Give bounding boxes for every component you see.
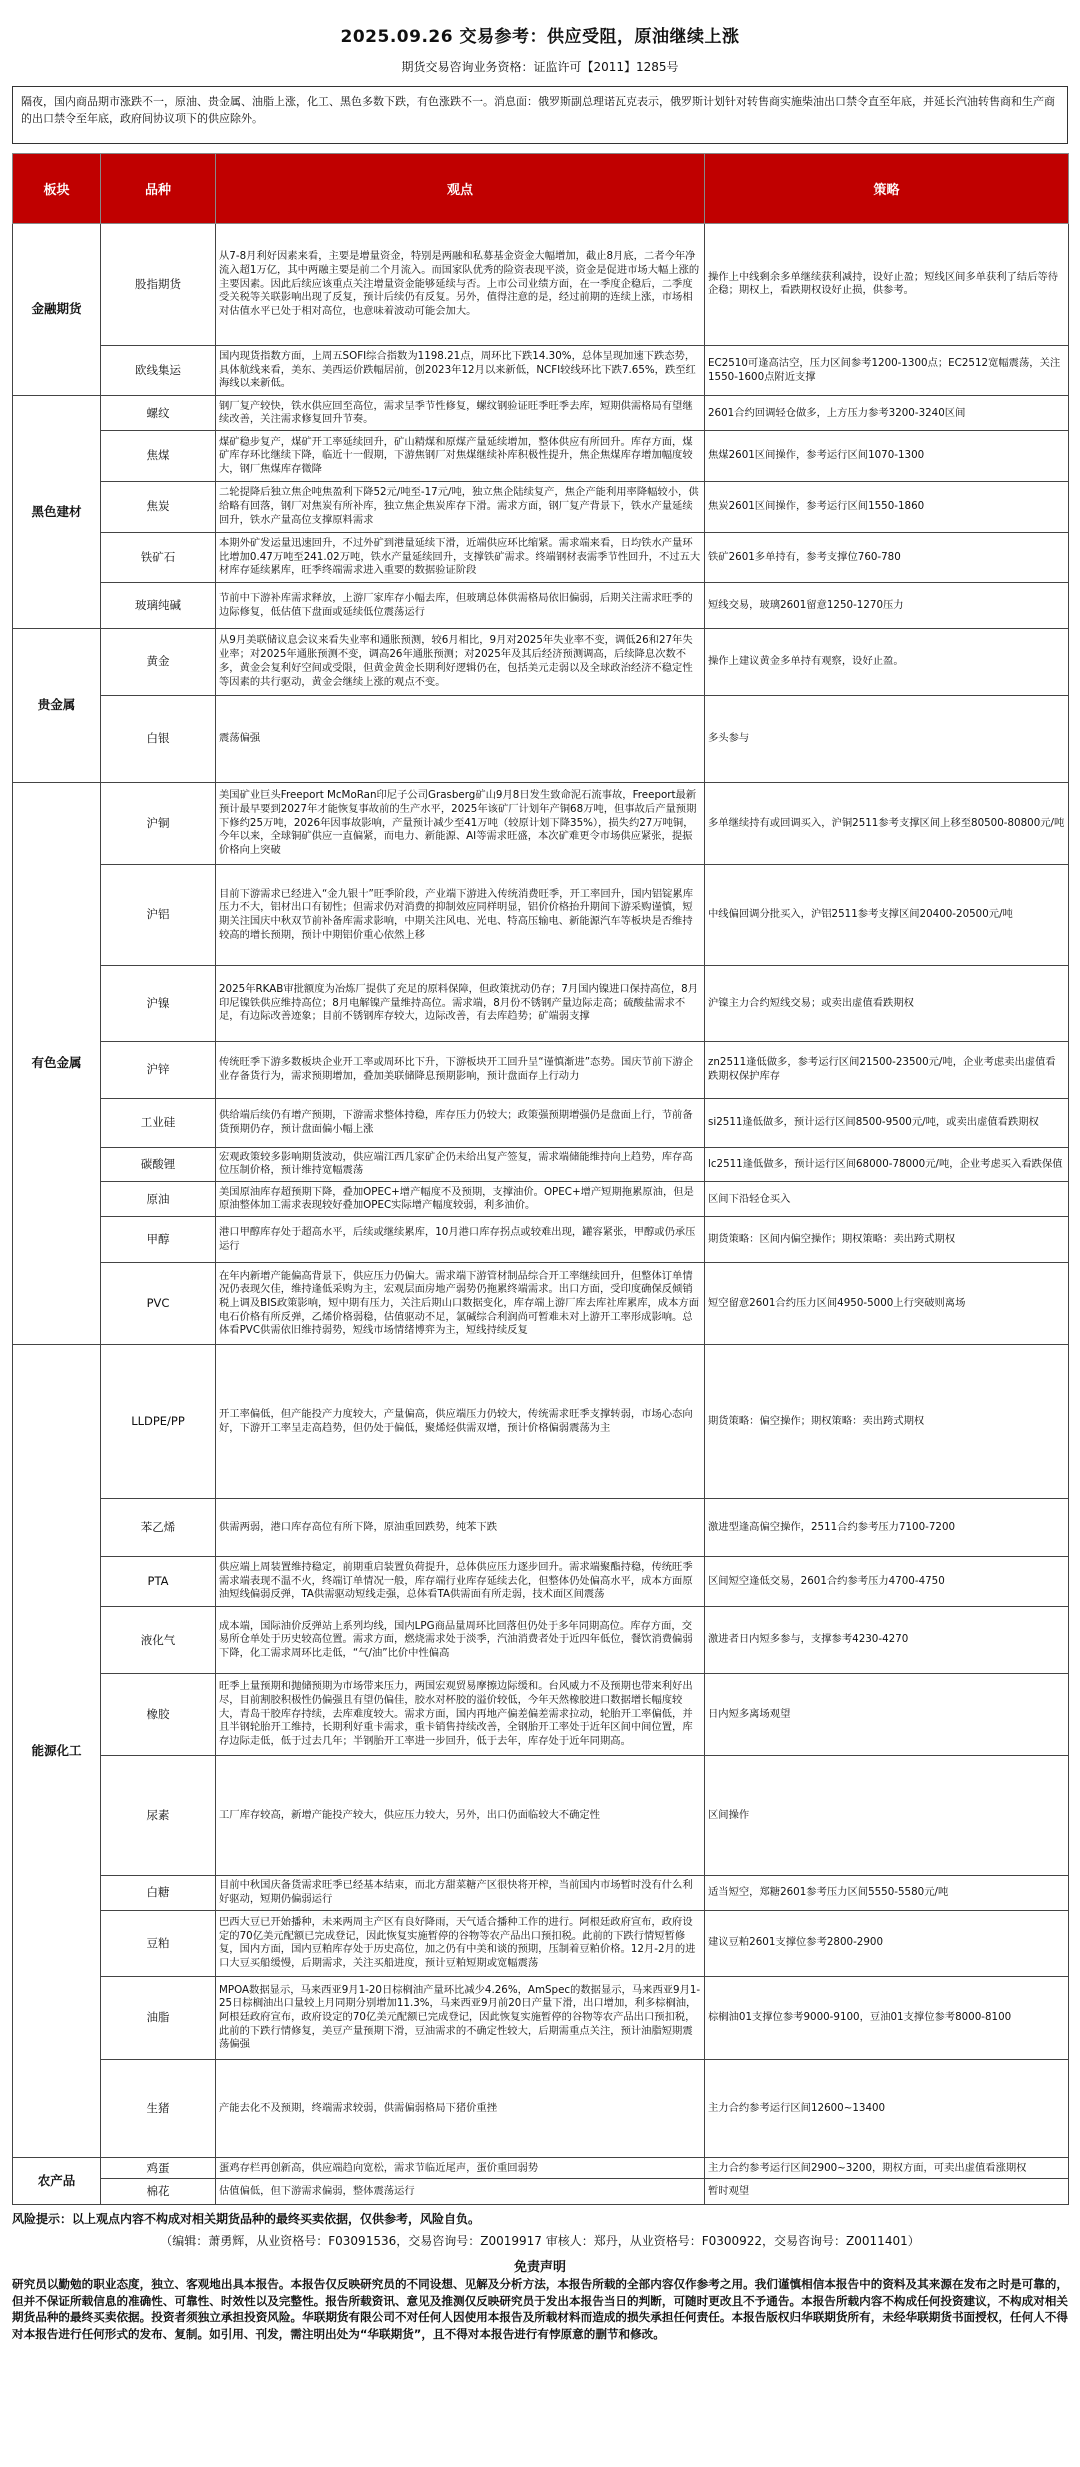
variety-cell: 生猪 — [101, 2059, 216, 2158]
strategy-cell: 操作上建议黄金多单持有观察，设好止盈。 — [705, 629, 1069, 695]
variety-cell: 白糖 — [101, 1875, 216, 1910]
table-row — [13, 1499, 1069, 1556]
table-row — [13, 2059, 1069, 2158]
strategy-cell: 短线交易，玻璃2601留意1250-1270压力 — [705, 583, 1069, 629]
variety-cell: 液化气 — [101, 1607, 216, 1674]
strategy-cell: 铁矿2601多单持有，参考支撑位760-780 — [705, 532, 1069, 583]
view-cell: 传统旺季下游多数板块企业开工率或周环比下升，下游板块开工回升呈“谨慎渐进”态势。国庆节前下游企业存备货行为，需求预期增加，叠加美联储降息预期影响，预计盘面存上行动力 — [216, 1041, 705, 1098]
table-row — [13, 629, 1069, 695]
strategy-cell: 期货策略：区间内偏空操作；期权策略：卖出跨式期权 — [705, 1217, 1069, 1263]
table-row — [13, 1147, 1069, 1182]
risk-warning: 风险提示：以上观点内容不构成对相关期货品种的最终买卖依据，仅供参考，风险自负。 — [12, 2212, 481, 2226]
view-cell: 供给端后续仍有增产预期，下游需求整体持稳，库存压力仍较大；政策强预期增强仍是盘面上行，节前备货预期仍存，预计盘面偏小幅上涨 — [216, 1099, 705, 1147]
table-row — [13, 1099, 1069, 1147]
variety-cell: 沪镍 — [101, 966, 216, 1042]
variety-cell: PTA — [101, 1556, 216, 1607]
view-cell: 美国矿业巨头Freeport McMoRan印尼子公司Grasberg矿山9月8日发生致命泥石流事故，Freeport最新预计最早要到2027年才能恢复事故前的生产水平，2025年该矿厂计划年产铜68万吨，但事故后产量预期下修约25万吨，2026年因事故影响，产量预计减少至41万吨（较原计划下降35%），损失约27万吨铜，今年以来，全球铜矿供应一直偏紧，而电力、新能源、AI等需求旺盛，本次矿难更令市场供应紧张，提振价格向上突破 — [216, 782, 705, 864]
table-row — [13, 1910, 1069, 1976]
strategy-cell: 建议豆粕2601支撑位参考2800-2900 — [705, 1910, 1069, 1976]
variety-cell: 沪铝 — [101, 864, 216, 965]
variety-cell: 油脂 — [101, 1976, 216, 2059]
sector-cell: 贵金属 — [13, 629, 101, 783]
strategy-cell: 2601合约回调轻仓做多，上方压力参考3200-3240区间 — [705, 396, 1069, 431]
variety-cell: 铁矿石 — [101, 532, 216, 583]
table-row — [13, 966, 1069, 1042]
table-row — [13, 1875, 1069, 1910]
strategy-cell: 中线偏回调分批买入，沪铝2511参考支撑区间20400-20500元/吨 — [705, 864, 1069, 965]
table-row — [13, 2179, 1069, 2205]
col-variety: 品种 — [101, 154, 216, 224]
strategy-cell: 激进者日内短多参与，支撑参考4230-4270 — [705, 1607, 1069, 1674]
variety-cell: 原油 — [101, 1182, 216, 1217]
table-row — [13, 583, 1069, 629]
strategy-cell: 短空留意2601合约压力区间4950-5000上行突破则离场 — [705, 1263, 1069, 1345]
table-row — [13, 431, 1069, 482]
variety-cell: 焦炭 — [101, 481, 216, 532]
view-cell: 成本端，国际油价反弹站上系列均线，国内LPG商品量周环比回落但仍处于多年同期高位。库存方面，交易所仓单处于历史较高位置。需求方面，燃烧需求处于淡季，汽油消费者处于近四年低位，餐饮消费偏弱下降，化工需求周环比走低，“气/油”比价中性偏高 — [216, 1607, 705, 1674]
variety-cell: 鸡蛋 — [101, 2158, 216, 2179]
strategy-cell: 沪镍主力合约短线交易；或卖出虚值看跌期权 — [705, 966, 1069, 1042]
variety-cell: 股指期货 — [101, 224, 216, 346]
variety-cell: 苯乙烯 — [101, 1499, 216, 1556]
strategy-cell: 日内短多离场观望 — [705, 1674, 1069, 1756]
view-cell: MPOA数据显示，马来西亚9月1-20日棕榈油产量环比减少4.26%，AmSpec的数据显示，马来西亚9月1-25日棕榈油出口量较上月同期分别增加11.3%，马来西亚9月前20日产量下滑，出口增加，利多棕榈油，阿根廷政府宣布，政府设定的70亿美元配额已完成登记，因此恢复实施暂停的谷物等农产品出口预扣税，此前的下跌行情修复，美豆产量预期下滑，豆油需求的不确定性较大，后期需重点关注，预计油脂短期震荡偏强 — [216, 1976, 705, 2059]
table-row — [13, 1263, 1069, 1345]
table-row — [13, 864, 1069, 965]
view-cell: 目前下游需求已经进入“金九银十”旺季阶段，产业端下游进入传统消费旺季，开工率回升，国内铝锭累库压力不大，铝材出口有韧性；但需求仍对消费的抑制效应同样明显，铝价价格抬升期间下游采购谨慎，短期关注国庆中秋双节前补备库需求影响，中期关注风电、光电、特高压输电、新能源汽车等板块是否维持较高的增长预期，预计中期铝价重心依然上移 — [216, 864, 705, 965]
table-row — [13, 396, 1069, 431]
table-body — [13, 224, 1069, 2205]
table-row — [13, 224, 1069, 346]
table-row — [13, 1756, 1069, 1876]
table-row — [13, 1556, 1069, 1607]
trading-reference-table — [12, 153, 1069, 2205]
variety-cell: 沪铜 — [101, 782, 216, 864]
view-cell: 估值偏低，但下游需求偏弱，整体震荡运行 — [216, 2179, 705, 2205]
variety-cell: 橡胶 — [101, 1674, 216, 1756]
variety-cell: 工业硅 — [101, 1099, 216, 1147]
strategy-cell: lc2511逢低做多，预计运行区间68000-78000元/吨，企业考虑买入看跌保值 — [705, 1147, 1069, 1182]
view-cell: 旺季上量预期和抛储预期为市场带来压力，两国宏观贸易摩擦边际缓和。台风威力不及预期也带来利好出尽，目前割胶积极性仍偏强且有望仍偏佳，胶水对杯胶的溢价较低，今年天然橡胶进口数据增长幅度较大，青岛干胶库存持续，去库难度较大。需求方面，国内再地产偏差偏差需求拉动，轮胎开工率偏低，并且半钢轮胎开工维持，长期利好重卡需求，重卡销售持续改善，全钢胎开工率处于近年区间中间位置，库存边际走低，低于过去几年；半钢胎开工率进一步回升，低于去年，库存处于近年同期高。 — [216, 1674, 705, 1756]
view-cell: 节前中下游补库需求释放，上游厂家库存小幅去库，但玻璃总体供需格局依旧偏弱，后期关注需求旺季的边际修复，低估值下盘面或延续低位震荡运行 — [216, 583, 705, 629]
editor-info: （编辑：萧勇辉，从业资格号：F03091536，交易咨询号：Z0019917 审核人：郑丹，从业资格号：F0300922，交易咨询号：Z0011401） — [160, 2234, 920, 2248]
variety-cell: LLDPE/PP — [101, 1345, 216, 1499]
table-row — [13, 345, 1069, 396]
strategy-cell: 激进型逢高偏空操作，2511合约参考压力7100-7200 — [705, 1499, 1069, 1556]
view-cell: 供应端上周装置维持稳定，前期重启装置负荷提升，总体供应压力逐步回升。需求端聚酯持稳，传统旺季需求端表现不温不火，终端订单情况一般，库存端行业库存延续去化，但整体仍处偏高水平，成本方面原油短线偏弱反弹，TA供需驱动短线走强，总体看TA供需面有所走弱，技术面区间震荡 — [216, 1556, 705, 1607]
variety-cell: 甲醇 — [101, 1217, 216, 1263]
view-cell: 本期外矿发运量迅速回升，不过外矿到港量延续下滑，近端供应环比缩紧。需求端来看，日均铁水产量环比增加0.47万吨至241.02万吨，铁水产量延续回升，支撑铁矿需求。终端钢材表需季节性回升，不过五大材库存延续累库，旺季终端需求进入重要的数据验证阶段 — [216, 532, 705, 583]
variety-cell: 玻璃纯碱 — [101, 583, 216, 629]
col-view: 观点 — [216, 154, 705, 224]
variety-cell: 黄金 — [101, 629, 216, 695]
strategy-cell: 多头参与 — [705, 695, 1069, 782]
strategy-cell: 多单继续持有或回调买入，沪铜2511参考支撑区间上移至80500-80800元/吨 — [705, 782, 1069, 864]
view-cell: 美国原油库存超预期下降，叠加OPEC+增产幅度不及预期，支撑油价。OPEC+增产短期拖累原油，但是原油整体加工需求表现较好叠加OPEC实际增产幅度较弱，利多油价。 — [216, 1182, 705, 1217]
variety-cell: PVC — [101, 1263, 216, 1345]
view-cell: 蛋鸡存栏再创新高，供应端趋向宽松，需求节临近尾声，蛋价重回弱势 — [216, 2158, 705, 2179]
view-cell: 供需两弱，港口库存高位有所下降，原油重回跌势，纯苯下跌 — [216, 1499, 705, 1556]
table-row — [13, 1217, 1069, 1263]
col-strategy: 策略 — [705, 154, 1069, 224]
table-row — [13, 1674, 1069, 1756]
variety-cell: 螺纹 — [101, 396, 216, 431]
variety-cell: 欧线集运 — [101, 345, 216, 396]
view-cell: 港口甲醇库存处于超高水平，后续或继续累库，10月港口库存拐点或较难出现，罐容紧张，甲醇或仍承压运行 — [216, 1217, 705, 1263]
variety-cell: 沪锌 — [101, 1041, 216, 1098]
strategy-cell: 区间短空逢低交易，2601合约参考压力4700-4750 — [705, 1556, 1069, 1607]
variety-cell: 棉花 — [101, 2179, 216, 2205]
table-row — [13, 782, 1069, 864]
strategy-cell: 暂时观望 — [705, 2179, 1069, 2205]
col-sector: 板块 — [13, 154, 101, 224]
view-cell: 二轮提降后独立焦企吨焦盈利下降52元/吨至-17元/吨，独立焦企陆续复产，焦企产能利用率降幅较小，供给略有回落，钢厂对焦炭有所补库，独立焦企焦炭库存下滑。需求方面，钢厂复产背景下，铁水产量延续回升，铁水产量高位支撑原料需求 — [216, 481, 705, 532]
view-cell: 产能去化不及预期，终端需求较弱，供需偏弱格局下猪价重挫 — [216, 2059, 705, 2158]
view-cell: 从7-8月利好因素来看，主要是增量资金，特别是两融和私募基金资金大幅增加，截止8月底，二者今年净流入超1万亿，其中两融主要是前二个月流入。而国家队优秀的险资表现平淡，资金是促进市场大幅上涨的主要因素。因此后续应该重点关注增量资金能够延续与否。上市公司业绩方面，在一季度企稳后，二季度受关税等关联影响出现了反复，预计后续仍有反复。另外，值得注意的是，经过前期的连续上涨，市场相对估值水平已处于相对高位，也意味着波动可能会加大。 — [216, 224, 705, 346]
view-cell: 煤矿稳步复产，煤矿开工率延续回升，矿山精煤和原煤产量延续增加，整体供应有所回升。库存方面，煤矿库存环比继续下降，临近十一假期，下游焦钢厂对焦煤继续补库积极性提升，焦企焦煤库存增加幅度较大，钢厂焦煤库存微降 — [216, 431, 705, 482]
market-intro: 隔夜，国内商品期市涨跌不一，原油、贵金属、油脂上涨，化工、黑色多数下跌，有色涨跌不一。消息面：俄罗斯副总理诺瓦克表示，俄罗斯计划针对转售商实施柴油出口禁令直至年底，并延长汽油转售商和生产商的出口禁令至年底，政府间协议项下的供应除外。 — [12, 86, 1068, 144]
disclaimer-title: 免责声明 — [513, 2260, 566, 2275]
strategy-cell: 焦煤2601区间操作，参考运行区间1070-1300 — [705, 431, 1069, 482]
strategy-cell: 区间下沿轻仓买入 — [705, 1182, 1069, 1217]
license-subtitle: 期货交易咨询业务资格：证监许可【2011】1285号 — [401, 60, 679, 74]
strategy-cell: 操作上中线剩余多单继续获利减持，设好止盈；短线区间多单获利了结后等待企稳；期权上，看跌期权设好止损，供参考。 — [705, 224, 1069, 346]
table-row — [13, 1182, 1069, 1217]
table-row — [13, 1041, 1069, 1098]
strategy-cell: 主力合约参考运行区间12600~13400 — [705, 2059, 1069, 2158]
table-row — [13, 1345, 1069, 1499]
view-cell: 宏观政策较多影响期货波动，供应端江西几家矿企仍未给出复产签复，需求端储能维持向上趋势，库存高位压制价格，预计维持宽幅震荡 — [216, 1147, 705, 1182]
view-cell: 钢厂复产较快，铁水供应回至高位，需求呈季节性修复，螺纹钢验证旺季旺季去库，短期供需格局有望继续改善，关注需求修复回升节奏。 — [216, 396, 705, 431]
strategy-cell: 棕榈油01支撑位参考9000-9100，豆油01支撑位参考8000-8100 — [705, 1976, 1069, 2059]
variety-cell: 豆粕 — [101, 1910, 216, 1976]
table-row — [13, 1607, 1069, 1674]
table-row — [13, 695, 1069, 782]
variety-cell: 尿素 — [101, 1756, 216, 1876]
table-row — [13, 481, 1069, 532]
strategy-cell: zn2511逢低做多，参考运行区间21500-23500元/吨，企业考虑卖出虚值看跌期权保护库存 — [705, 1041, 1069, 1098]
report-page — [12, 0, 1068, 2467]
sector-cell: 金融期货 — [13, 224, 101, 396]
view-cell: 目前中秋国庆备货需求旺季已经基本结束，而北方甜菜糖产区很快将开榨，当前国内市场暂时没有什么利好驱动，短期仍偏弱运行 — [216, 1875, 705, 1910]
strategy-cell: 适当短空，郑糖2601参考压力区间5550-5580元/吨 — [705, 1875, 1069, 1910]
strategy-cell: 主力合约参考运行区间2900~3200，期权方面，可卖出虚值看涨期权 — [705, 2158, 1069, 2179]
strategy-cell: 区间操作 — [705, 1756, 1069, 1876]
strategy-cell: 焦炭2601区间操作，参考运行区间1550-1860 — [705, 481, 1069, 532]
report-title: 2025.09.26 交易参考：供应受阻，原油继续上涨 — [340, 27, 740, 47]
variety-cell: 焦煤 — [101, 431, 216, 482]
view-cell: 从9月美联储议息会议来看失业率和通胀预测，较6月相比，9月对2025年失业率不变，调低26和27年失业率；对2025年通胀预测不变，调高26年通胀预测；对2025年及其后经济预测调高，后续降息次数不多，黄金会复利好空间或受限，但黄金黄金长期利好逻辑仍在，包括美元走弱以及全球政治经济不稳定性等因素的共行驱动，黄金会继续上涨的观点不变。 — [216, 629, 705, 695]
table-header-row — [13, 154, 1069, 224]
view-cell: 在年内新增产能偏高背景下，供应压力仍偏大。需求端下游管材制品综合开工率继续回升，但整体订单情况仍表现欠佳，维持逢低采购为主，宏观层面房地产弱势仍拖累终端需求。出口方面，受印度确保反倾销税上调及BIS政策影响，短中期有压力，关注后期山口数据变化，库存端上游厂库去库社库累库，成本方面电石价格有所反弹，乙烯价格弱稳，估值驱动不足，氯碱综合利润尚可暂难未对上游开工率形成影响。总体看PVC供需依旧维持弱势，短线市场情绪博弈为主，短线持续反复 — [216, 1263, 705, 1345]
disclaimer-text: 研究员以勤勉的职业态度，独立、客观地出具本报告。本报告仅反映研究员的不同设想、见解及分析方法，本报告所载的全部内容仅作参考之用。我们谨慎相信本报告中的资料及其来源在发布之时是可靠的，但并不保证所载信息的准确性、可靠性、时效性以及完整性。报告所载资讯、意见及推测仅反映研究员于发出本报告当日的判断，可随时更改且不予通告。本报告所载内容不构成任何投资建议，不构成对相关期货品种的最终买卖依据。投资者须独立承担投资风险。华联期货有限公司不对任何人因使用本报告及所载材料而造成的损失承担任何责任。本报告版权归华联期货所有，未经华联期货书面授权，任何人不得对本报告进行任何形式的发布、复制。如引用、刊发，需注明出处为“华联期货”，且不得对本报告进行有悖原意的删节和修改。 — [12, 2277, 1068, 2341]
sector-cell: 能源化工 — [13, 1345, 101, 2158]
table-row — [13, 532, 1069, 583]
view-cell: 巴西大豆已开始播种，未来两周主产区有良好降雨，天气适合播种工作的进行。阿根廷政府宣布，政府设定的70亿美元配额已完成登记，因此恢复实施暂停的谷物等农产品出口预扣税。此前的下跌行情短暂修复，国内方面，国内豆粕库存处于历史高位，加之仍有中美和谈的预期，压制着豆粕价格。12月-2月的进口大豆买船缓慢，后期需求，关注买船进度，预计豆粕短期或宽幅震荡 — [216, 1910, 705, 1976]
view-cell: 国内现货指数方面，上周五SOFI综合指数为1198.21点，周环比下跌14.30%，总体呈现加速下跌态势，具体航线来看，美东、美西运价跌幅居前，创2023年12月以来新低，NCFI较线环比下跌7.65%，跌至红海线以来新低。 — [216, 345, 705, 396]
view-cell: 震荡偏强 — [216, 695, 705, 782]
variety-cell: 白银 — [101, 695, 216, 782]
view-cell: 工厂库存较高，新增产能投产较大，供应压力较大，另外，出口仍面临较大不确定性 — [216, 1756, 705, 1876]
strategy-cell: 期货策略：偏空操作；期权策略：卖出跨式期权 — [705, 1345, 1069, 1499]
sector-cell: 有色金属 — [13, 782, 101, 1345]
view-cell: 2025年RKAB审批额度为冶炼厂提供了充足的原料保障，但政策扰动仍存；7月国内镍进口保持高位，8月印尼镍铁供应维持高位；8月电解镍产量维持高位。需求端，8月份不锈钢产量边际走高；硫酸盐需求不足，有边际改善迹象；目前不锈钢库存较大，边际改善，有去库趋势；矿端弱支撑 — [216, 966, 705, 1042]
table-row — [13, 2158, 1069, 2179]
view-cell: 开工率偏低，但产能投产力度较大，产量偏高，供应端压力仍较大，传统需求旺季支撑转弱，市场心态向好，下游开工率呈走高趋势，但仍处于偏低，聚烯烃供需双增，预计价格偏弱震荡为主 — [216, 1345, 705, 1499]
sector-cell: 黑色建材 — [13, 396, 101, 629]
sector-cell: 农产品 — [13, 2158, 101, 2205]
variety-cell: 碳酸锂 — [101, 1147, 216, 1182]
table-row — [13, 1976, 1069, 2059]
strategy-cell: EC2510可逢高沽空，压力区间参考1200-1300点；EC2512宽幅震荡，关注1550-1600点附近支撑 — [705, 345, 1069, 396]
strategy-cell: si2511逢低做多，预计运行区间8500-9500元/吨，或卖出虚值看跌期权 — [705, 1099, 1069, 1147]
